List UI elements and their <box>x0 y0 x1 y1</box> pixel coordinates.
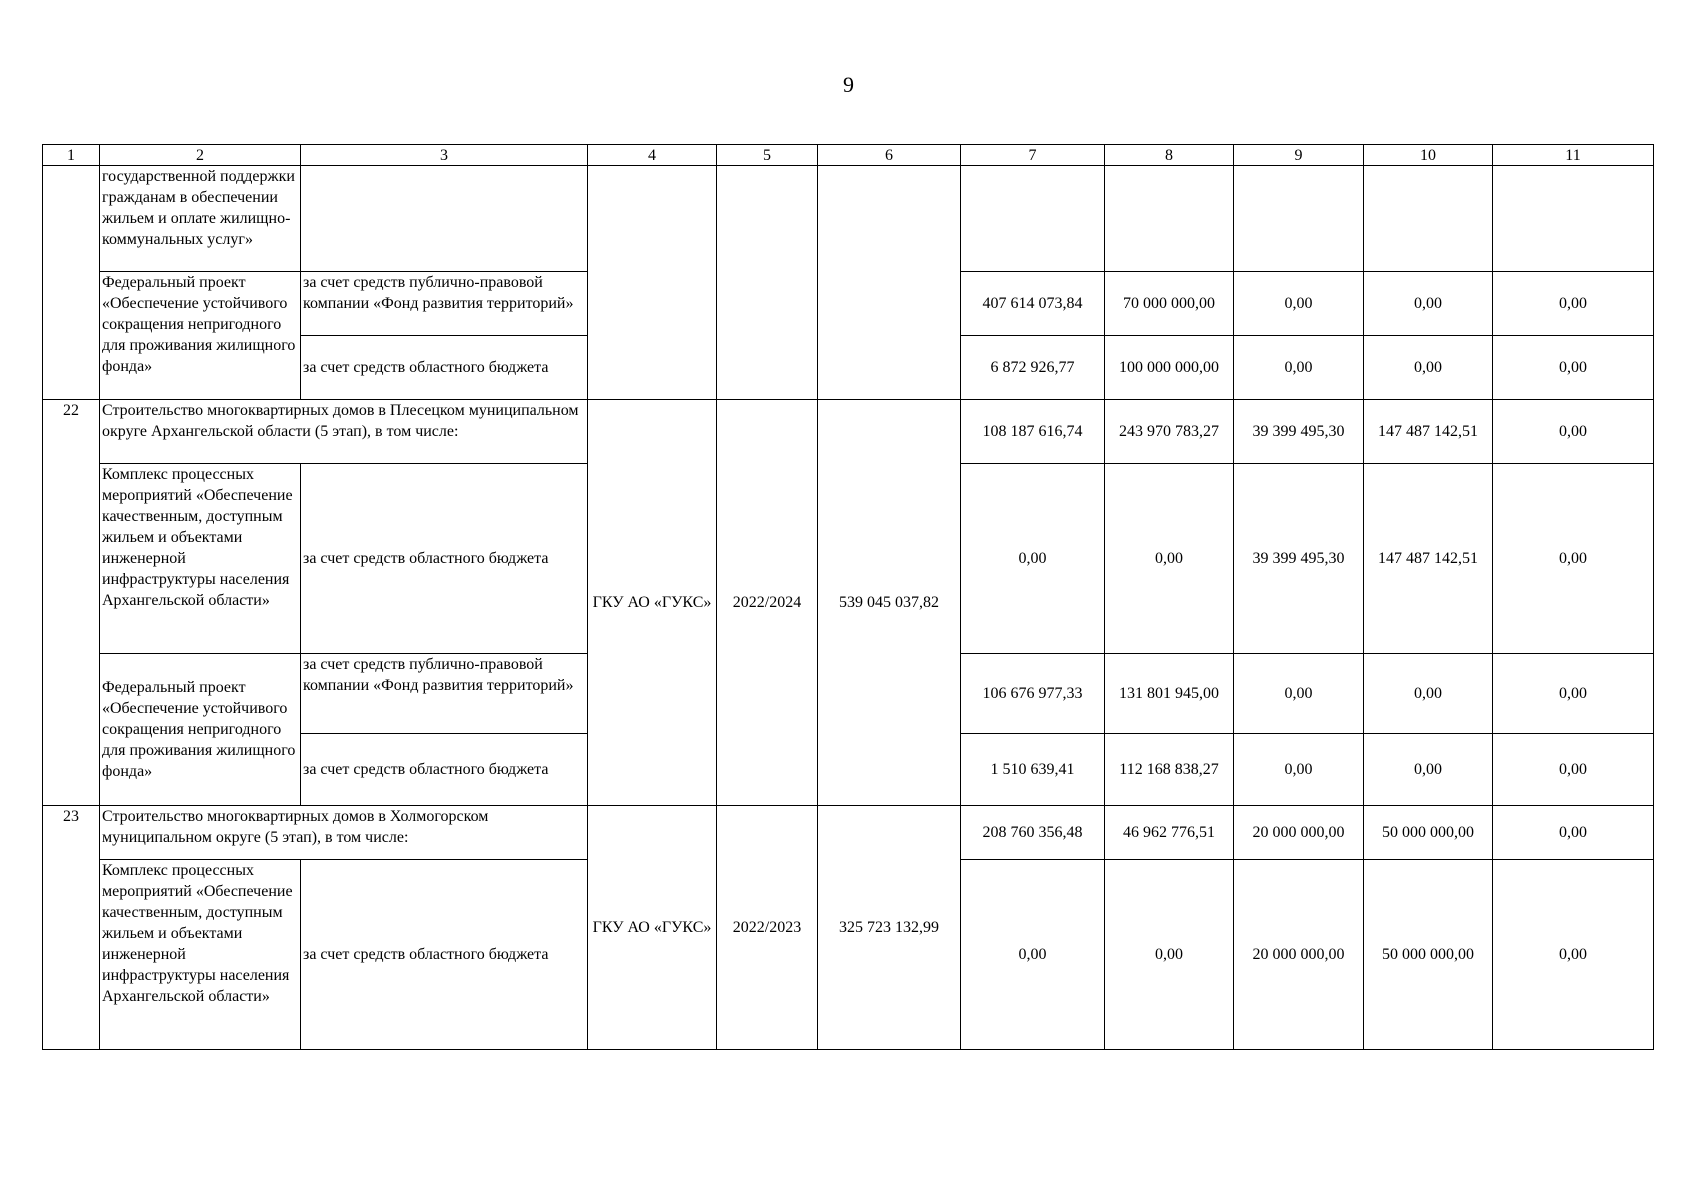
total-cost: 325 723 132,99 <box>818 806 961 1050</box>
value-cell: 1 510 639,41 <box>961 734 1105 806</box>
value-cell: 100 000 000,00 <box>1105 336 1234 400</box>
period-cell <box>717 166 818 400</box>
page-number: 9 <box>843 72 854 97</box>
header-cell: 5 <box>717 145 818 166</box>
value-cell: 6 872 926,77 <box>961 336 1105 400</box>
value-cell: 147 487 142,51 <box>1364 464 1493 654</box>
header-cell: 11 <box>1493 145 1654 166</box>
budget-table <box>42 144 1654 1050</box>
federal-project-label: Федеральный проект «Обеспечение устойчивого сокращения непригодного для проживания жилищного фонда» <box>100 654 301 806</box>
value-cell <box>1493 166 1654 272</box>
value-cell: 0,00 <box>1234 272 1364 336</box>
header-cell: 2 <box>100 145 301 166</box>
funding-source: за счет средств публично-правовой компании «Фонд развития территорий» <box>301 654 588 734</box>
value-cell: 0,00 <box>1364 734 1493 806</box>
value-cell: 0,00 <box>1493 734 1654 806</box>
value-cell <box>961 166 1105 272</box>
value-cell <box>1364 166 1493 272</box>
period: 2022/2023 <box>717 806 818 1050</box>
value-cell: 0,00 <box>1493 272 1654 336</box>
value-cell: 50 000 000,00 <box>1364 806 1493 860</box>
process-measures-label: Комплекс процессных мероприятий «Обеспечение качественным, доступным жильем и объектами инженерной инфраструктуры населения Архангельской области» <box>100 464 301 654</box>
executor: ГКУ АО «ГУКС» <box>588 806 717 1050</box>
funding-source: за счет средств областного бюджета <box>301 734 588 806</box>
executor-cell <box>588 166 717 400</box>
value-cell: 106 676 977,33 <box>961 654 1105 734</box>
value-cell: 112 168 838,27 <box>1105 734 1234 806</box>
value-cell: 39 399 495,30 <box>1234 464 1364 654</box>
value-cell: 0,00 <box>1493 806 1654 860</box>
value-cell: 0,00 <box>961 860 1105 1050</box>
value-cell: 108 187 616,74 <box>961 400 1105 464</box>
header-cell: 8 <box>1105 145 1234 166</box>
value-cell: 0,00 <box>1234 654 1364 734</box>
value-cell: 0,00 <box>1493 654 1654 734</box>
row-number: 22 <box>43 400 100 806</box>
value-cell: 0,00 <box>1493 336 1654 400</box>
value-cell: 0,00 <box>1364 654 1493 734</box>
row-number-cell <box>43 166 100 400</box>
measure-title-cell: государственной поддержки гражданам в обеспечении жильем и оплате жилищно-коммунальных услуг» <box>100 166 301 272</box>
header-cell: 6 <box>818 145 961 166</box>
period: 2022/2024 <box>717 400 818 806</box>
value-cell <box>1234 166 1364 272</box>
value-cell: 407 614 073,84 <box>961 272 1105 336</box>
table-row <box>43 166 1654 272</box>
value-cell: 0,00 <box>961 464 1105 654</box>
value-cell: 20 000 000,00 <box>1234 860 1364 1050</box>
value-cell: 0,00 <box>1364 336 1493 400</box>
total-cost: 539 045 037,82 <box>818 400 961 806</box>
value-cell: 0,00 <box>1493 400 1654 464</box>
column-number-header <box>43 145 1654 166</box>
header-cell: 7 <box>961 145 1105 166</box>
header-cell: 10 <box>1364 145 1493 166</box>
funding-source: за счет средств областного бюджета <box>301 860 588 1050</box>
value-cell: 70 000 000,00 <box>1105 272 1234 336</box>
header-cell: 9 <box>1234 145 1364 166</box>
value-cell: 147 487 142,51 <box>1364 400 1493 464</box>
value-cell: 0,00 <box>1105 464 1234 654</box>
header-cell: 4 <box>588 145 717 166</box>
value-cell: 208 760 356,48 <box>961 806 1105 860</box>
value-cell: 46 962 776,51 <box>1105 806 1234 860</box>
executor: ГКУ АО «ГУКС» <box>588 400 717 806</box>
value-cell: 131 801 945,00 <box>1105 654 1234 734</box>
total-cell <box>818 166 961 400</box>
value-cell <box>1105 166 1234 272</box>
header-cell: 3 <box>301 145 588 166</box>
value-cell: 20 000 000,00 <box>1234 806 1364 860</box>
value-cell: 0,00 <box>1493 860 1654 1050</box>
value-cell: 0,00 <box>1234 336 1364 400</box>
funding-source: за счет средств публично-правовой компании «Фонд развития территорий» <box>301 272 588 336</box>
source-cell <box>301 166 588 272</box>
header-cell: 1 <box>43 145 100 166</box>
value-cell: 0,00 <box>1105 860 1234 1050</box>
funding-source: за счет средств областного бюджета <box>301 336 588 400</box>
row-number: 23 <box>43 806 100 1050</box>
table-row <box>43 806 1654 860</box>
value-cell: 0,00 <box>1364 272 1493 336</box>
value-cell: 0,00 <box>1493 464 1654 654</box>
federal-project-label: Федеральный проект «Обеспечение устойчивого сокращения непригодного для проживания жилищного фонда» <box>100 272 301 400</box>
process-measures-label: Комплекс процессных мероприятий «Обеспечение качественным, доступным жильем и объектами инженерной инфраструктуры населения Архангельской области» <box>100 860 301 1050</box>
funding-source: за счет средств областного бюджета <box>301 464 588 654</box>
value-cell: 243 970 783,27 <box>1105 400 1234 464</box>
value-cell: 50 000 000,00 <box>1364 860 1493 1050</box>
value-cell: 0,00 <box>1234 734 1364 806</box>
object-title: Строительство многоквартирных домов в Плесецком муниципальном округе Архангельской области (5 этап), в том числе: <box>100 400 588 464</box>
value-cell: 39 399 495,30 <box>1234 400 1364 464</box>
object-title: Строительство многоквартирных домов в Холмогорском муниципальном округе (5 этап), в том числе: <box>100 806 588 860</box>
table-row <box>43 400 1654 464</box>
